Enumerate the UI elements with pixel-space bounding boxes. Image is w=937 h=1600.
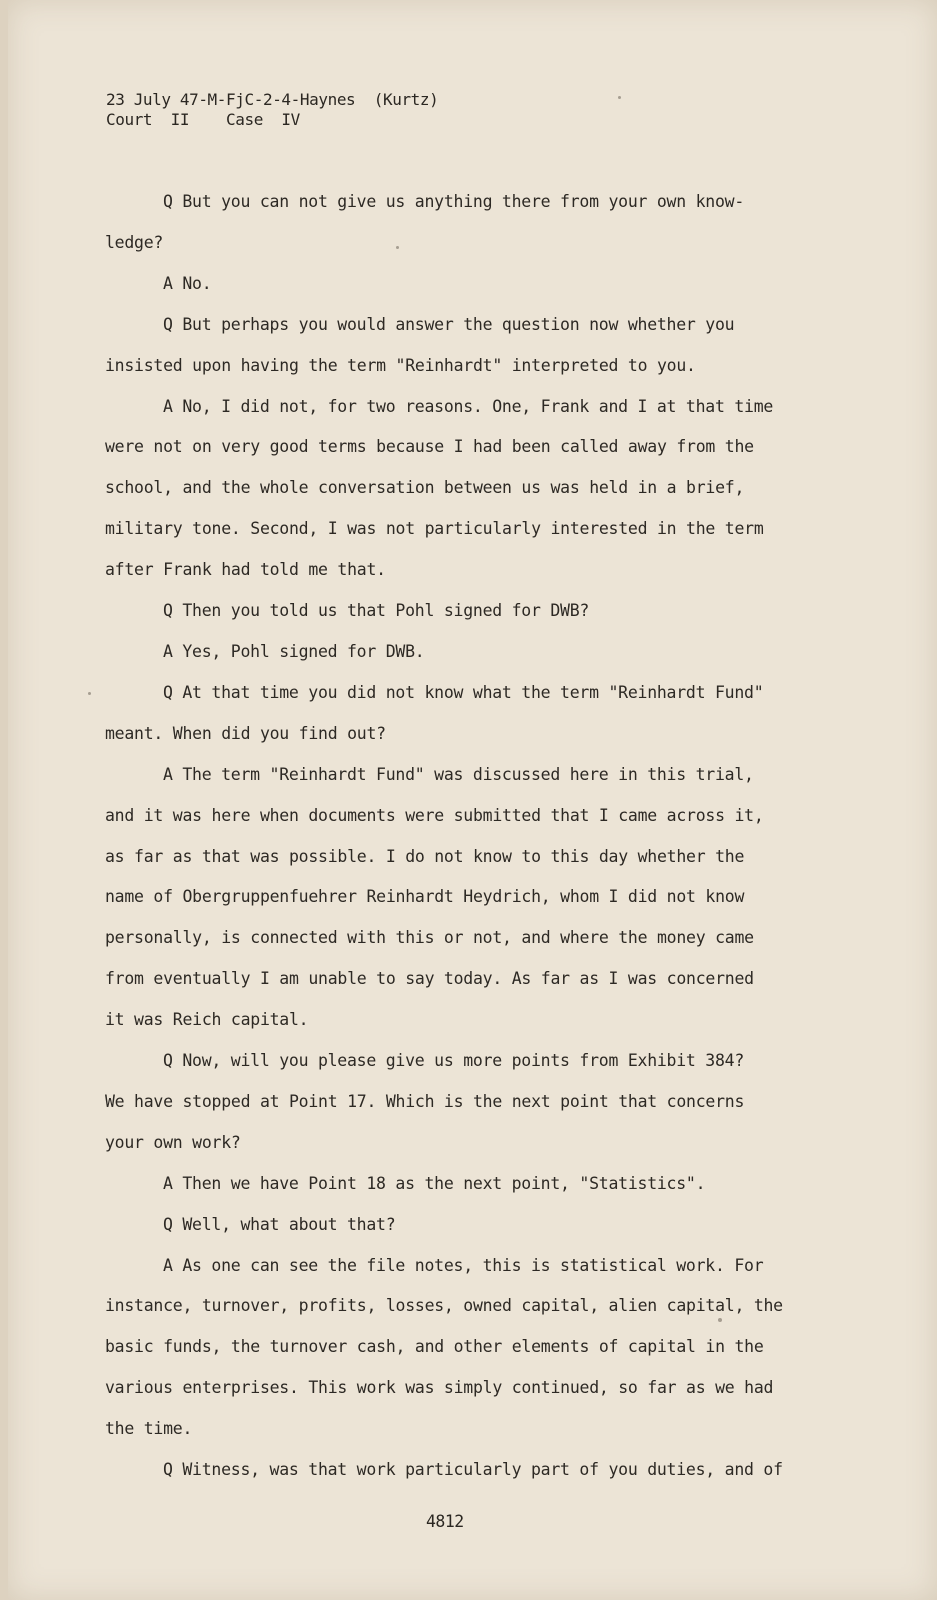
paragraph-question: Q At that time you did not know what the term "Reinhardt Fund" meant. When did you find out? [105, 682, 764, 743]
paragraph-question: Q Then you told us that Pohl signed for DWB? [163, 601, 590, 621]
paragraph-question: Q But you can not give us anything there from your own know- ledge? [105, 192, 745, 252]
paragraph-question: Q Witness, was that work particularly part of you duties, and of [163, 1460, 783, 1480]
header-session-line: 23 July 47-M-FjC-2-4-Haynes (Kurtz) [106, 90, 439, 109]
paragraph-question: Q Well, what about that? [163, 1214, 396, 1234]
paragraph-answer: A No, I did not, for two reasons. One, Frank and I at that time were not on very good terms because I had been called away from the school, and the whole conversation between us was held in a brief, military tone. Second, I was not particularly interested in the term after Frank had told me that. [105, 396, 774, 580]
paragraph-question: Q Now, will you please give us more points from Exhibit 384? We have stopped at Point 17. Which is the next point that concerns your own work? [105, 1051, 745, 1152]
document-page [8, 0, 937, 1600]
page-number: 4812 [426, 1512, 464, 1531]
paper-speck [618, 96, 621, 99]
transcript-body [105, 182, 835, 1491]
paragraph-answer: A As one can see the file notes, this is statistical work. For instance, turnover, profits, losses, owned capital, alien capital, the basic funds, the turnover cash, and other elements of capital in the various enterprises. This work was simply continued, so far as we had the time. [105, 1255, 783, 1439]
paper-speck [718, 1318, 722, 1322]
header-court-case-line: Court II Case IV [106, 110, 300, 129]
paper-speck [88, 692, 91, 695]
paragraph-question: Q But perhaps you would answer the question now whether you insisted upon having the term "Reinhardt" interpreted to you. [105, 314, 735, 375]
paragraph-answer: A The term "Reinhardt Fund" was discussed here in this trial, and it was here when documents were submitted that I came across it, as far as that was possible. I do not know to this day whether the name of Obergruppenfuehrer Reinhardt Heydrich, whom I did not know personally, is connected with this or not, and where the money came from eventually I am unable to say today. As far as I was concerned it was Reich capital. [105, 764, 764, 1030]
paragraph-answer: A Yes, Pohl signed for DWB. [163, 641, 425, 661]
paragraph-answer: A No. [163, 273, 212, 293]
paper-speck [396, 246, 399, 249]
paragraph-answer: A Then we have Point 18 as the next point, "Statistics". [163, 1173, 706, 1193]
